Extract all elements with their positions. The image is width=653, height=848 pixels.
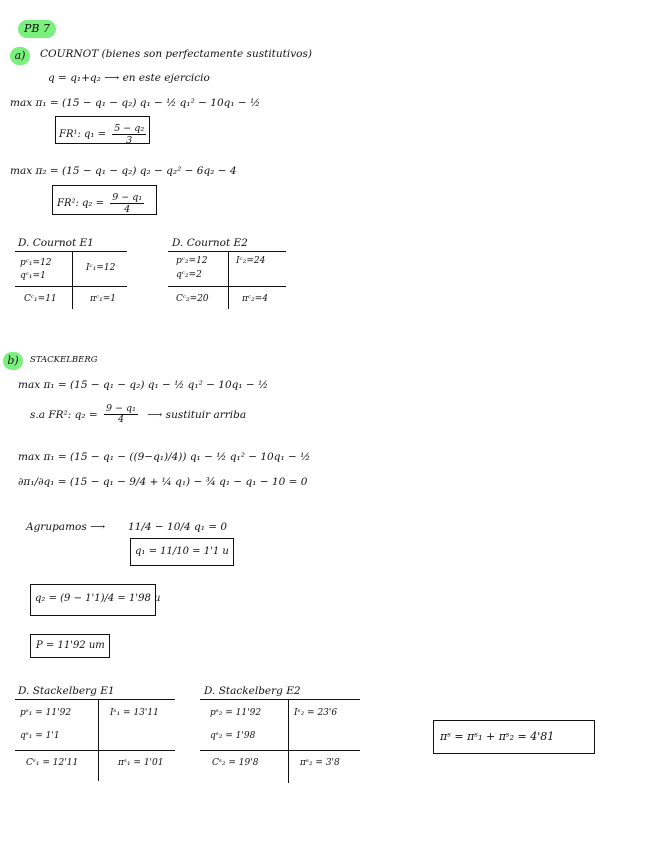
stackelberg-e1-top-rule — [15, 699, 175, 700]
part-a-marker: a) — [10, 47, 30, 65]
stackelberg-e2-profit: πˢ₂ = 3'8 — [300, 758, 340, 768]
stackelberg-max-1: max π₁ = (15 − q₁ − q₂) q₁ − ½ q₁² − 10q₁ − ½ — [18, 379, 269, 391]
max-profit-1: max π₁ = (15 − q₁ − q₂) q₁ − ½ q₁² − 10q₁ − ½ — [10, 97, 261, 109]
cournot-e2-quantity: qᶜ₂=2 — [176, 270, 202, 280]
cournot-e2-mid-rule — [168, 286, 286, 287]
fr1-denominator: 3 — [126, 135, 133, 146]
stackelberg-e2-top-rule — [200, 699, 360, 700]
problem-label: PB 7 — [18, 20, 56, 38]
cournot-e1-quantity: qᶜ₁=1 — [20, 271, 46, 281]
grouped-equation: 11/4 − 10/4 q₁ = 0 — [128, 521, 228, 533]
stackelberg-e1-mid-rule — [15, 750, 175, 751]
subject-to-prefix: s.a FR²: q₂ = — [30, 408, 98, 421]
cournot-e1-cost: Cᶜ₁=11 — [24, 294, 57, 304]
stackelberg-e2-title: D. Stackelberg E2 — [204, 685, 301, 697]
q1-result-box — [130, 538, 234, 566]
stackelberg-e2-price: pˢ₂ = 11'92 — [210, 708, 262, 718]
cournot-e1-title: D. Cournot E1 — [18, 237, 94, 249]
cournot-e1-divider — [72, 251, 73, 309]
stackelberg-e1-income: Iˢ₁ = 13'11 — [110, 708, 159, 718]
cournot-e2-cost: Cᶜ₂=20 — [176, 294, 209, 304]
stackelberg-e1-title: D. Stackelberg E1 — [18, 685, 115, 697]
price-result-box — [30, 634, 110, 658]
stackelberg-e2-quantity: qˢ₂ = 1'98 — [210, 731, 256, 741]
cournot-heading: COURNOT (bienes son perfectamente sustitutivos) — [40, 48, 312, 60]
cournot-e1-top-rule — [15, 251, 127, 252]
reaction-function-1-box — [55, 116, 150, 144]
stackelberg-e1-price: pˢ₁ = 11'92 — [20, 708, 72, 718]
stackelberg-e2-mid-rule — [200, 750, 360, 751]
substitute-note: ⟶ sustituir arriba — [147, 408, 247, 421]
cournot-e1-profit: πᶜ₁=1 — [90, 294, 116, 304]
cournot-e2-income: Iᶜ₂=24 — [236, 256, 266, 266]
subject-to-numerator: 9 − q₁ — [106, 403, 136, 414]
fr1-numerator: 5 − q₂ — [114, 123, 145, 134]
fr2-denominator: 4 — [124, 204, 131, 215]
stackelberg-e2-income: Iˢ₂ = 23'6 — [294, 708, 338, 718]
fr2-prefix: FR²: q₂ = — [57, 198, 104, 209]
cournot-e1-income: Iᶜ₁=12 — [86, 263, 116, 273]
stackelberg-e1-profit: πˢ₁ = 1'01 — [118, 758, 164, 768]
stackelberg-e2-cost: Cˢ₂ = 19'8 — [212, 758, 259, 768]
subject-to-denominator: 4 — [117, 414, 124, 426]
stackelberg-e1-divider — [98, 699, 99, 781]
q2-result-box — [30, 584, 161, 616]
reaction-function-2-box — [52, 185, 157, 215]
total-profit-box — [433, 720, 595, 754]
fr1-prefix: FR¹: q₁ = — [59, 129, 106, 140]
cournot-e2-title: D. Cournot E2 — [172, 237, 248, 249]
max-profit-2: max π₂ = (15 − q₁ − q₂) q₂ − q₂² − 6q₂ − 4 — [10, 165, 237, 177]
q1-result: q₁ = 11/10 = 1'1 u — [135, 546, 229, 557]
stackelberg-e1-quantity: qˢ₁ = 1'1 — [20, 731, 60, 741]
fr2-numerator: 9 − q₁ — [112, 192, 143, 203]
group-label: Agrupamos ⟶ — [26, 521, 106, 533]
subject-to-line — [30, 404, 246, 426]
cournot-e2-profit: πᶜ₂=4 — [242, 294, 268, 304]
stackelberg-e1-cost: Cˢ₁ = 12'11 — [26, 758, 79, 768]
total-profit: πˢ = πˢ₁ + πˢ₂ = 4'81 — [440, 730, 555, 743]
total-quantity-note: q = q₁+q₂ ⟶ en este ejercicio — [48, 72, 210, 84]
cournot-e1-price: pᶜ₁=12 — [20, 258, 52, 268]
cournot-e2-divider — [228, 251, 229, 309]
stackelberg-max-substituted: max π₁ = (15 − q₁ − ((9−q₁)/4)) q₁ − ½ q₁² − 10q₁ − ½ — [18, 451, 311, 463]
q2-result: q₂ = (9 − 1'1)/4 = 1'98 u — [35, 593, 161, 604]
first-order-condition: ∂π₁/∂q₁ = (15 − q₁ − 9/4 + ¼ q₁) − ¾ q₁ − q₁ − 10 = 0 — [18, 476, 308, 488]
price-result: P = 11'92 um — [36, 640, 105, 651]
cournot-e1-mid-rule — [15, 286, 127, 287]
part-b-marker: b) — [3, 352, 23, 370]
cournot-e2-price: pᶜ₂=12 — [176, 256, 208, 266]
stackelberg-e2-divider — [288, 699, 289, 783]
stackelberg-heading: STACKELBERG — [30, 355, 98, 365]
cournot-e2-top-rule — [168, 251, 286, 252]
